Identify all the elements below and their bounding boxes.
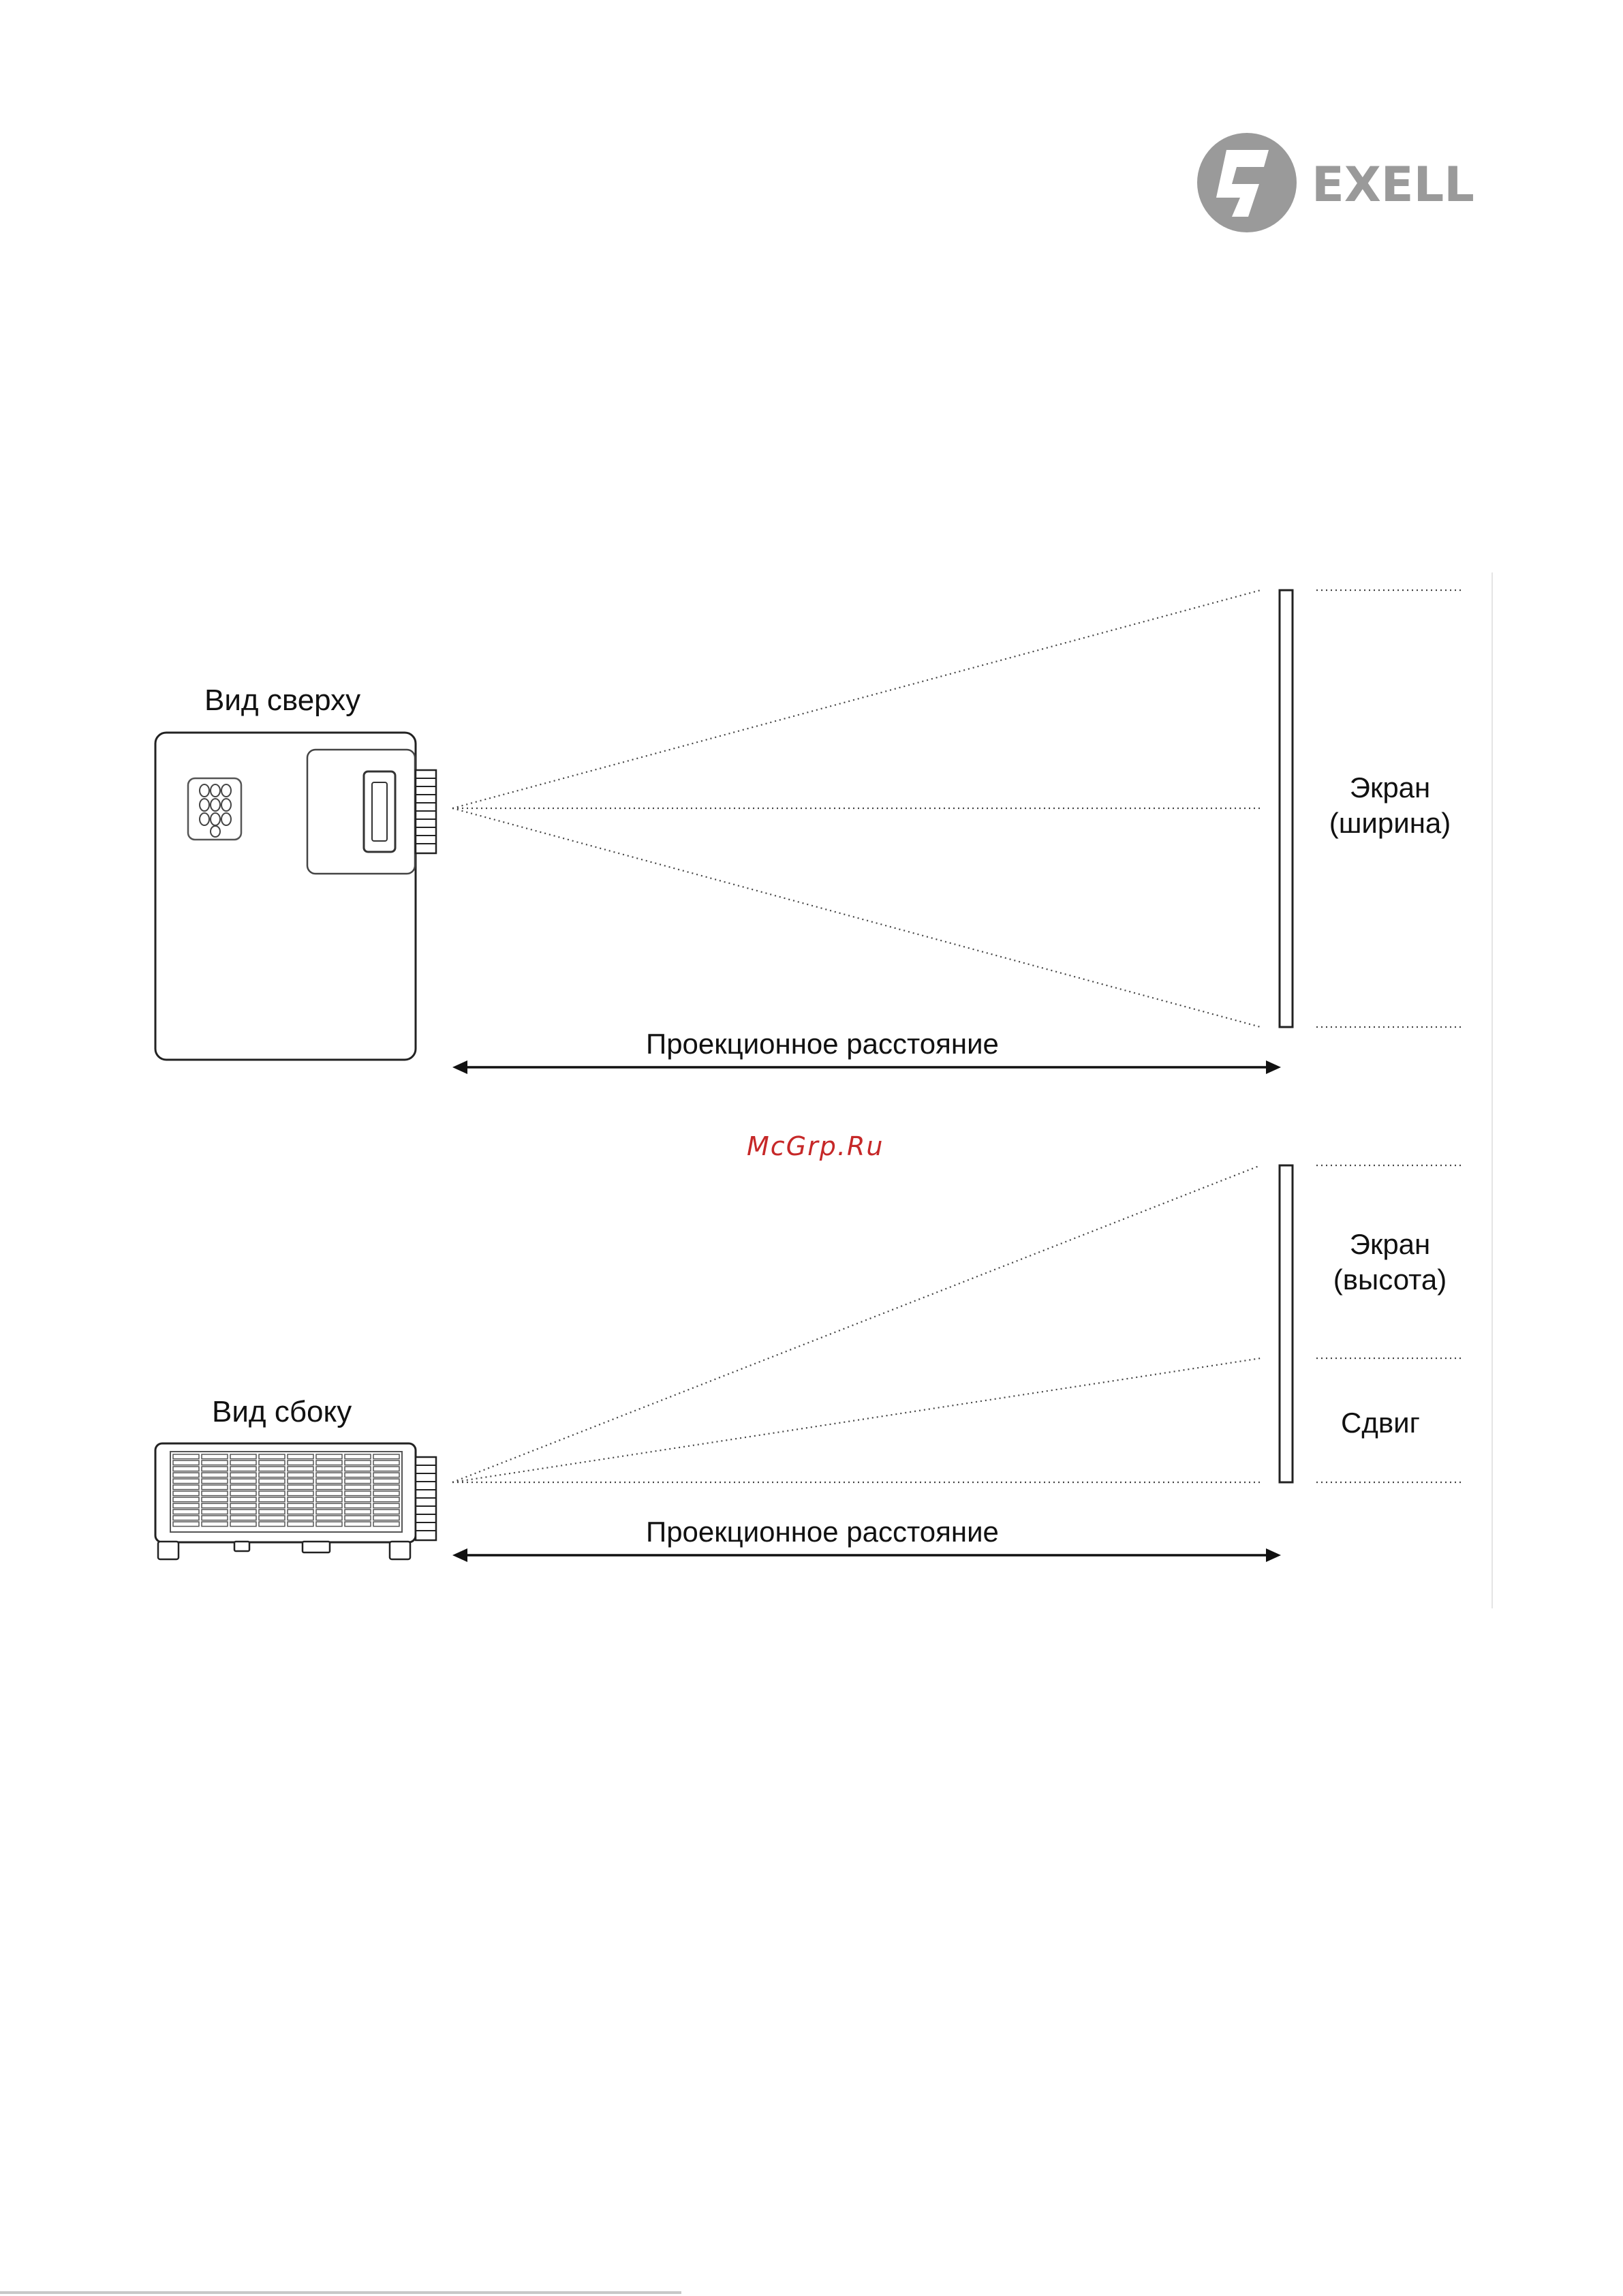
vent-slot [173,1454,199,1459]
vent-slot [345,1473,371,1478]
vent-slot [173,1485,199,1490]
projector-side-view [155,1443,436,1559]
vent-slot [202,1503,228,1508]
vent-slot [173,1467,199,1471]
vent-slot [230,1473,256,1478]
vent-slot [373,1473,399,1478]
vent-slot [259,1473,285,1478]
vent-slot [345,1460,371,1465]
vent-slot [373,1497,399,1502]
vent-slot [288,1503,313,1508]
vent-slot [373,1467,399,1471]
logo-text: EXELL [1312,157,1474,213]
vent-slot [316,1479,342,1484]
vent-slot [288,1510,313,1514]
vent-slot [288,1467,313,1471]
vent-slot [173,1491,199,1496]
vent-slot [373,1516,399,1520]
vent-slot [345,1491,371,1496]
vent-slot [288,1485,313,1490]
top-view-title: Вид сверху [204,684,361,717]
vent-slot [373,1510,399,1514]
vent-slot [288,1473,313,1478]
vent-slot [202,1454,228,1459]
projector-top-view [155,733,436,1060]
vent-slot [316,1491,342,1496]
vent-slot [173,1473,199,1478]
side-screen-label-line1: Экран [1349,1228,1431,1260]
vent-slot [230,1485,256,1490]
vent-slot [230,1479,256,1484]
vent-slot [259,1491,285,1496]
vent-slot [345,1497,371,1502]
vent-slot [316,1516,342,1520]
vent-slot [173,1479,199,1484]
vent-slot [202,1522,228,1527]
vent-slot [202,1479,228,1484]
vent-slot [202,1516,228,1520]
vent-slot [259,1497,285,1502]
vent-slot [288,1497,313,1502]
vent-slot [230,1516,256,1520]
vent-slot [230,1467,256,1471]
vent-slot [202,1467,228,1471]
vent-slot [373,1491,399,1496]
vent-slot [173,1460,199,1465]
top-distance-arrow [452,1060,1281,1074]
vent-slot [230,1454,256,1459]
vent-slot [259,1460,285,1465]
vent-slot [345,1467,371,1471]
vent-slot [345,1479,371,1484]
vent-slot [202,1473,228,1478]
vent-slot [316,1485,342,1490]
vent-slot [259,1467,285,1471]
vent-slot [230,1522,256,1527]
vent-slot [345,1510,371,1514]
vent-slot [288,1522,313,1527]
vent-slot [202,1491,228,1496]
vent-slot [373,1460,399,1465]
vent-slot [259,1485,285,1490]
vent-slot [288,1454,313,1459]
vent-slot [259,1516,285,1520]
vent-slot [202,1485,228,1490]
vent-slot [230,1491,256,1496]
watermark: McGrp.Ru [747,1131,884,1161]
top-screen-label-line2: (ширина) [1329,807,1451,839]
vent-slot [316,1522,342,1527]
vent-slot [288,1491,313,1496]
vent-slot [316,1467,342,1471]
vent-slot [316,1460,342,1465]
vent-slot [230,1510,256,1514]
vent-slot [288,1460,313,1465]
vent-slot [259,1510,285,1514]
vent-slot [173,1503,199,1508]
vent-slot [230,1460,256,1465]
vent-slot [373,1454,399,1459]
vent-slot [316,1510,342,1514]
vent-slot [173,1510,199,1514]
vent-slot [259,1454,285,1459]
vent-slot [316,1503,342,1508]
vent-slot [202,1460,228,1465]
logo-circle-icon [1197,133,1297,232]
vent-slot [345,1503,371,1508]
vent-slot [230,1503,256,1508]
vent-slot [230,1497,256,1502]
vent-slot [173,1516,199,1520]
top-distance-label: Проекционное расстояние [646,1028,999,1060]
vent-slot [202,1497,228,1502]
vent-slot [373,1522,399,1527]
screen-top-view [1280,590,1293,1027]
top-screen-label-line1: Экран [1349,771,1431,803]
vent-slot [345,1454,371,1459]
vent-slot [345,1522,371,1527]
vent-slot [259,1479,285,1484]
side-screen-label-line2: (высота) [1333,1264,1447,1296]
vent-slot [373,1479,399,1484]
vent-slot [316,1454,342,1459]
vent-slot [288,1479,313,1484]
brand-logo [1197,133,1474,232]
vent-slot [316,1473,342,1478]
vent-slot [202,1510,228,1514]
vent-slot [259,1522,285,1527]
vent-slot [373,1485,399,1490]
vent-slot [259,1503,285,1508]
vent-slot [373,1503,399,1508]
side-distance-label: Проекционное расстояние [646,1516,999,1548]
vent-slot [173,1497,199,1502]
vent-slot [316,1497,342,1502]
offset-label: Сдвиг [1341,1407,1420,1439]
vent-slot [345,1485,371,1490]
screen-side-view [1280,1165,1293,1482]
vent-slot [288,1516,313,1520]
side-view-beam [452,1165,1261,1482]
top-view-beam [452,590,1261,1027]
side-view-title: Вид сбоку [212,1395,352,1428]
side-distance-arrow [452,1548,1281,1562]
vent-slot [345,1516,371,1520]
vent-slot [173,1522,199,1527]
